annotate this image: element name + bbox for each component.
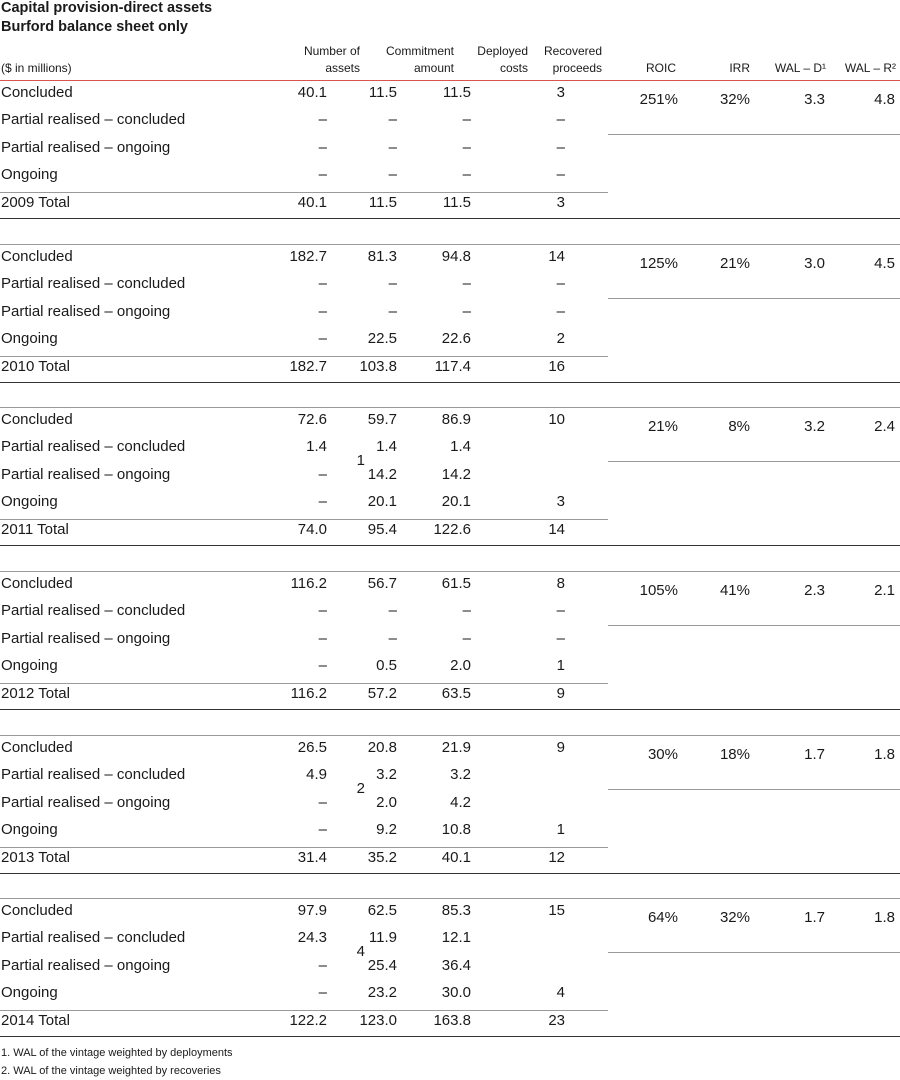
row-label: Partial realised – ongoing <box>1 793 171 811</box>
header-irr: IRR <box>729 61 750 75</box>
metrics-rule <box>608 789 900 790</box>
cell-roic: 21% <box>647 418 678 435</box>
cell-assets: 3 <box>556 492 565 510</box>
cell-commitment: – <box>462 302 471 320</box>
cell-partial-assets: 1 <box>356 451 365 469</box>
cell-recovered: – <box>318 329 327 347</box>
cell-commitment: 85.3 <box>441 902 471 919</box>
cell-recovered: – <box>318 275 327 293</box>
cell-wal-r: 2.4 <box>874 418 895 435</box>
total-label: 2009 Total <box>1 194 70 212</box>
total-commitment: 11.5 <box>442 194 471 212</box>
cell-commitment: – <box>462 138 471 156</box>
header-costs: costs <box>499 61 528 75</box>
cell-assets: 14 <box>548 248 565 265</box>
cell-deployed: 23.2 <box>367 983 397 1001</box>
total-assets: 12 <box>548 849 565 867</box>
cell-commitment: 1.4 <box>450 438 471 456</box>
section-bottom-rule <box>0 873 900 874</box>
cell-deployed: 11.9 <box>368 929 397 947</box>
cell-assets: – <box>556 275 565 293</box>
total-recovered: 74.0 <box>297 521 327 539</box>
cell-deployed: – <box>388 165 397 183</box>
cell-wal-d: 3.2 <box>804 418 825 435</box>
cell-wal-r: 2.1 <box>874 582 895 599</box>
metrics-rule <box>608 134 900 135</box>
section-bottom-rule <box>0 709 900 710</box>
cell-commitment: – <box>462 602 471 620</box>
cell-commitment: – <box>462 165 471 183</box>
cell-deployed: 14.2 <box>367 465 397 483</box>
cell-recovered: 182.7 <box>289 248 327 265</box>
section-top-rule <box>0 407 900 408</box>
cell-recovered: – <box>318 465 327 483</box>
cell-irr: 32% <box>719 909 750 926</box>
cell-assets: 4 <box>556 983 565 1001</box>
total-assets: 23 <box>548 1012 565 1030</box>
cell-irr: 8% <box>728 418 750 435</box>
cell-commitment: – <box>462 629 471 647</box>
cell-commitment: 12.1 <box>441 929 471 947</box>
row-label: Partial realised – concluded <box>1 602 186 620</box>
cell-deployed: 9.2 <box>376 820 397 838</box>
cell-recovered: – <box>318 656 327 674</box>
cell-deployed: – <box>388 138 397 156</box>
total-rule <box>0 192 608 193</box>
cell-deployed: 59.7 <box>367 411 397 428</box>
cell-commitment: 11.5 <box>442 84 471 101</box>
cell-assets: 8 <box>556 575 565 592</box>
metrics-rule <box>608 298 900 299</box>
total-deployed: 123.0 <box>359 1012 397 1030</box>
row-label: Partial realised – ongoing <box>1 956 171 974</box>
row-label: Partial realised – concluded <box>1 438 186 456</box>
row-label: Partial realised – ongoing <box>1 302 171 320</box>
cell-roic: 64% <box>647 909 678 926</box>
header-wal-d: WAL – D¹ <box>774 61 826 75</box>
cell-recovered: – <box>318 165 327 183</box>
cell-assets: 1 <box>556 656 565 674</box>
row-label: Partial realised – concluded <box>1 766 186 784</box>
cell-recovered: 1.4 <box>306 438 327 456</box>
cell-assets: – <box>556 602 565 620</box>
total-rule <box>0 356 608 357</box>
row-label: Concluded <box>1 411 73 428</box>
cell-commitment: 10.8 <box>441 820 471 838</box>
cell-recovered: – <box>318 138 327 156</box>
cell-assets: – <box>556 111 565 129</box>
cell-recovered: 26.5 <box>297 739 327 756</box>
cell-deployed: 81.3 <box>367 248 397 265</box>
cell-commitment: 14.2 <box>441 465 471 483</box>
cell-deployed: – <box>388 302 397 320</box>
row-label: Ongoing <box>1 983 58 1001</box>
total-rule <box>0 1010 608 1011</box>
cell-commitment: 61.5 <box>441 575 471 592</box>
cell-recovered: – <box>318 602 327 620</box>
title-line-2: Burford balance sheet only <box>1 19 188 35</box>
section-top-rule <box>0 244 900 245</box>
header-roic: ROIC <box>646 61 676 75</box>
cell-deployed: 56.7 <box>367 575 397 592</box>
row-label: Ongoing <box>1 329 58 347</box>
header-wal-r: WAL – R² <box>844 61 896 75</box>
cell-deployed: – <box>388 629 397 647</box>
units-label: ($ in millions) <box>1 61 72 75</box>
cell-recovered: – <box>318 820 327 838</box>
total-label: 2011 Total <box>1 521 69 539</box>
header-assets: assets <box>325 61 360 75</box>
total-rule <box>0 683 608 684</box>
footnote-2: 2. WAL of the vintage weighted by recoveries <box>1 1065 221 1077</box>
cell-assets: 10 <box>548 411 565 428</box>
cell-wal-r: 4.5 <box>874 255 895 272</box>
total-assets: 16 <box>548 358 565 376</box>
cell-assets: 3 <box>556 84 565 101</box>
cell-deployed: – <box>388 275 397 293</box>
cell-assets: – <box>556 302 565 320</box>
header-rule <box>0 80 900 81</box>
cell-recovered: – <box>318 629 327 647</box>
total-recovered: 182.7 <box>289 358 327 376</box>
section-bottom-rule <box>0 218 900 219</box>
cell-recovered: – <box>318 983 327 1001</box>
total-commitment: 117.4 <box>434 358 471 376</box>
row-label: Ongoing <box>1 165 58 183</box>
cell-recovered: 116.2 <box>290 575 327 592</box>
total-label: 2010 Total <box>1 358 70 376</box>
total-commitment: 163.8 <box>433 1012 471 1030</box>
total-recovered: 116.2 <box>290 685 327 703</box>
cell-recovered: – <box>318 111 327 129</box>
section-bottom-rule <box>0 1036 900 1037</box>
total-assets: 9 <box>556 685 565 703</box>
cell-wal-d: 1.7 <box>804 746 825 763</box>
section-top-rule <box>0 735 900 736</box>
total-deployed: 95.4 <box>367 521 397 539</box>
cell-recovered: 97.9 <box>297 902 327 919</box>
cell-wal-d: 1.7 <box>804 909 825 926</box>
cell-roic: 251% <box>639 91 678 108</box>
cell-irr: 21% <box>719 255 750 272</box>
cell-assets: – <box>556 629 565 647</box>
row-label: Ongoing <box>1 656 58 674</box>
cell-recovered: 72.6 <box>297 411 327 428</box>
cell-recovered: – <box>318 793 327 811</box>
total-deployed: 35.2 <box>367 849 397 867</box>
cell-deployed: 1.4 <box>376 438 397 456</box>
cell-commitment: 20.1 <box>441 492 471 510</box>
row-label: Partial realised – ongoing <box>1 629 171 647</box>
cell-recovered: – <box>318 302 327 320</box>
section-top-rule <box>0 898 900 899</box>
row-label: Ongoing <box>1 820 58 838</box>
cell-deployed: 22.5 <box>367 329 397 347</box>
header-deployed: Deployed <box>477 44 528 58</box>
row-label: Concluded <box>1 902 73 919</box>
cell-partial-assets: 2 <box>356 779 365 797</box>
cell-wal-r: 1.8 <box>874 909 895 926</box>
cell-commitment: 94.8 <box>441 248 471 265</box>
row-label: Partial realised – concluded <box>1 275 186 293</box>
header-amount: amount <box>413 61 454 75</box>
total-label: 2012 Total <box>1 685 70 703</box>
cell-commitment: – <box>462 111 471 129</box>
total-assets: 14 <box>548 521 565 539</box>
metrics-rule <box>608 952 900 953</box>
cell-wal-d: 2.3 <box>804 582 825 599</box>
total-rule <box>0 519 608 520</box>
cell-commitment: 2.0 <box>450 656 471 674</box>
footnote-1: 1. WAL of the vintage weighted by deployments <box>1 1047 233 1059</box>
total-commitment: 40.1 <box>441 849 471 867</box>
cell-deployed: – <box>388 111 397 129</box>
cell-assets: 1 <box>556 820 565 838</box>
cell-commitment: – <box>462 275 471 293</box>
row-label: Concluded <box>1 248 73 265</box>
cell-assets: – <box>556 165 565 183</box>
cell-roic: 125% <box>639 255 678 272</box>
row-label: Partial realised – concluded <box>1 111 186 129</box>
total-recovered: 122.2 <box>289 1012 327 1030</box>
cell-wal-d: 3.0 <box>804 255 825 272</box>
cell-wal-r: 1.8 <box>874 746 895 763</box>
total-label: 2014 Total <box>1 1012 70 1030</box>
cell-commitment: 4.2 <box>450 793 471 811</box>
header-recovered: Recovered <box>543 44 602 58</box>
cell-recovered: – <box>318 492 327 510</box>
metrics-rule <box>608 625 900 626</box>
total-deployed: 57.2 <box>367 685 397 703</box>
header-proceeds: proceeds <box>552 61 602 75</box>
cell-deployed: 25.4 <box>367 956 397 974</box>
section-bottom-rule <box>0 382 900 383</box>
total-commitment: 122.6 <box>433 521 471 539</box>
cell-wal-r: 4.8 <box>874 91 895 108</box>
row-label: Concluded <box>1 575 73 592</box>
header-number-of: Number of <box>303 44 360 58</box>
cell-assets: 9 <box>556 739 565 756</box>
cell-roic: 105% <box>639 582 678 599</box>
cell-assets: 15 <box>548 902 565 919</box>
cell-recovered: – <box>318 956 327 974</box>
cell-deployed: 11.5 <box>368 84 397 101</box>
title-line-1: Capital provision-direct assets <box>1 0 213 16</box>
cell-commitment: 86.9 <box>441 411 471 428</box>
cell-deployed: 0.5 <box>376 656 397 674</box>
total-assets: 3 <box>556 194 565 212</box>
cell-commitment: 30.0 <box>441 983 471 1001</box>
section-top-rule <box>0 571 900 572</box>
cell-commitment: 36.4 <box>441 956 471 974</box>
cell-wal-d: 3.3 <box>804 91 825 108</box>
cell-assets: – <box>556 138 565 156</box>
header-commitment: Commitment <box>385 44 454 58</box>
total-rule <box>0 847 608 848</box>
row-label: Ongoing <box>1 492 58 510</box>
total-commitment: 63.5 <box>441 685 471 703</box>
cell-deployed: 62.5 <box>367 902 397 919</box>
row-label: Partial realised – ongoing <box>1 465 171 483</box>
cell-recovered: 40.1 <box>297 84 327 101</box>
cell-partial-assets: 4 <box>356 942 365 960</box>
cell-irr: 41% <box>719 582 750 599</box>
row-label: Concluded <box>1 739 73 756</box>
cell-recovered: 24.3 <box>297 929 327 947</box>
section-bottom-rule <box>0 545 900 546</box>
cell-deployed: 20.1 <box>367 492 397 510</box>
cell-roic: 30% <box>647 746 678 763</box>
metrics-rule <box>608 461 900 462</box>
cell-commitment: 22.6 <box>441 329 471 347</box>
total-deployed: 103.8 <box>359 358 397 376</box>
cell-commitment: 21.9 <box>441 739 471 756</box>
cell-irr: 18% <box>719 746 750 763</box>
cell-deployed: 3.2 <box>376 766 397 784</box>
cell-irr: 32% <box>719 91 750 108</box>
cell-deployed: – <box>388 602 397 620</box>
total-deployed: 11.5 <box>368 194 397 212</box>
cell-recovered: 4.9 <box>306 766 327 784</box>
row-label: Partial realised – ongoing <box>1 138 171 156</box>
total-label: 2013 Total <box>1 849 70 867</box>
cell-deployed: 2.0 <box>376 793 397 811</box>
total-recovered: 40.1 <box>297 194 327 212</box>
row-label: Concluded <box>1 84 73 101</box>
cell-deployed: 20.8 <box>367 739 397 756</box>
row-label: Partial realised – concluded <box>1 929 186 947</box>
total-recovered: 31.4 <box>297 849 327 867</box>
cell-commitment: 3.2 <box>450 766 471 784</box>
cell-assets: 2 <box>556 329 565 347</box>
